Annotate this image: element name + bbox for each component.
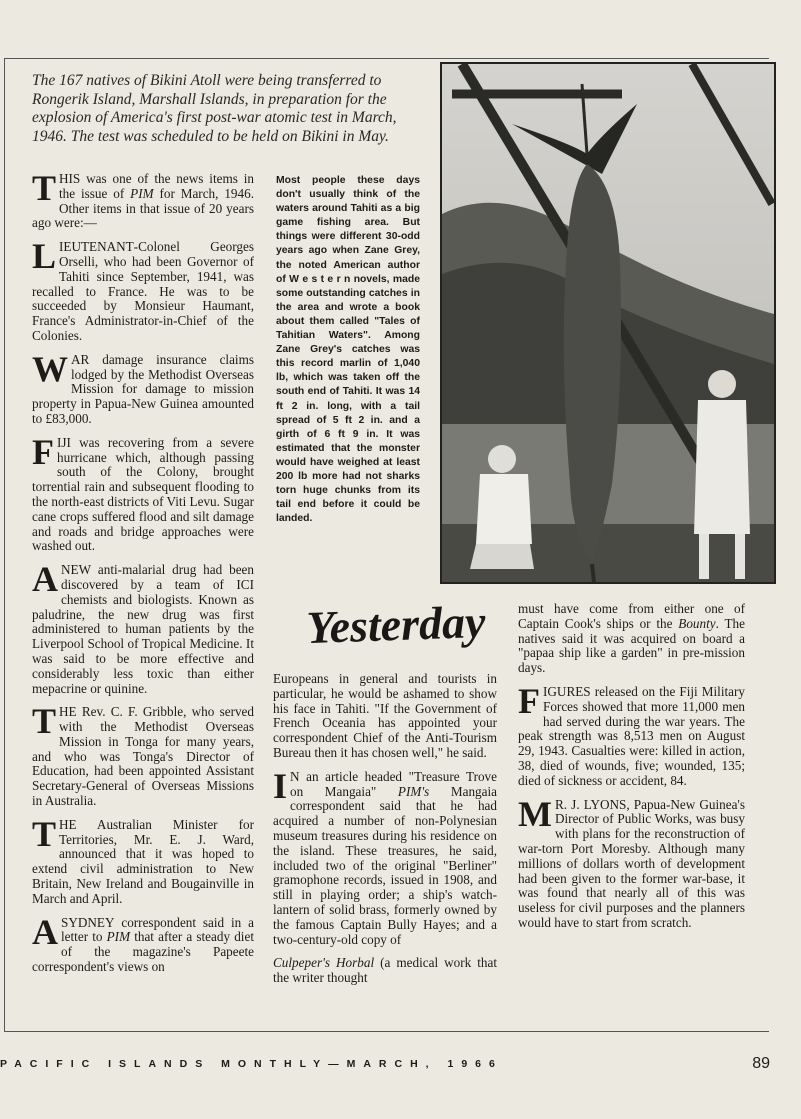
news-paragraph xyxy=(273,956,497,986)
page-footer xyxy=(0,1055,800,1078)
body-text: , Papua-New Guinea's Director of Public Works, was busy with plans for the reconstruction of war-torn Port Moresby. Although many millions of dollars worth of development had been given to the former war-base, it was found that nearly all of this was useless for civil purposes and the planners would have to start from scratch. xyxy=(518,796,745,930)
drop-cap: F xyxy=(32,431,54,472)
news-paragraph xyxy=(273,672,497,761)
news-paragraph xyxy=(273,765,497,948)
italic-text: PIM xyxy=(106,929,131,945)
body-text: an article headed "Treasure Trove on Mangaia" xyxy=(290,768,497,799)
drop-cap: A xyxy=(32,911,58,952)
lead-in: R. J. LYONS xyxy=(554,796,627,812)
marlin-photo-image xyxy=(442,64,774,582)
body-text: Europeans in general and tourists in particular, he would be ashamed to show his face in Tahiti. "If the Government of French Oceania has appointed your correspondent Chief of the Anti-Tourism Bureau then it has chosen well," he said. xyxy=(273,671,497,760)
drop-cap: T xyxy=(32,701,57,742)
marlin-photo xyxy=(440,62,776,584)
italic-text: Bounty xyxy=(678,615,716,631)
photo-caption: Most people these days don't usually think of the waters around Tahiti as a big game fishing area. But things were different 30-odd years ago when Zane Grey, the noted American author of W e s t e r n novels, made some outstanding catches in the area and wrote a book about them called "Tales of Tahitian Waters". Among Zane Grey's catches was this record marlin of 1,040 lb, which was taken off the south end of Tahiti. It was 14 ft 2 in. long, with a tail spread of 5 ft 2 in. and a girth of 6 ft 9 in. It was estimated that the monster would have weighed at least 200 lb more had not sharks torn huge chunks from its tail end before it could be landed. xyxy=(276,175,420,525)
body-text: was recovering from a severe hurricane which, although passing south of the Colony, brought torrential rain and subsequent flooding to the north-east districts of Viti Levu. Sugar cane crops suffered flood and silt damage and roads and bridge approaches were washed out. xyxy=(32,434,255,554)
news-paragraph xyxy=(32,431,255,554)
lead-in: HE xyxy=(59,704,77,720)
intro-text: The 167 natives of Bikini Atoll were being transferred to Rongerik Island, Marshall Islands, in preparation for the explosion of America's first post-war atomic test in March, 1946. The test was scheduled to be held on Bikini in May. xyxy=(32,72,397,145)
drop-cap: L xyxy=(32,236,57,277)
drop-cap: F xyxy=(518,680,540,721)
news-paragraph xyxy=(32,813,254,907)
news-paragraph xyxy=(32,559,254,696)
news-paragraph xyxy=(518,602,745,676)
body-text: damage insurance claims lodged by the Methodist Overseas Mission for damage to mission property in Papua-New Guinea amounted to £83,000. xyxy=(32,351,254,426)
body-text: that after a steady diet of the magazine's Papeete correspondent's views on xyxy=(32,929,254,975)
body-text: (a medical work that the writer thought xyxy=(273,955,497,986)
lead-in: IEUTENANT xyxy=(59,239,134,255)
body-text: -Colonel Georges Orselli, who had been Governor of Tahiti since September, 1941, was recalled to France. He was to be succeeded by Monsieur Haumant, France's Administrator-in-Chief of the Colonies. xyxy=(32,239,254,343)
italic-text: Culpeper's Horbal xyxy=(273,955,375,971)
lead-in: N xyxy=(290,768,300,784)
news-paragraph xyxy=(32,236,254,344)
news-paragraph xyxy=(32,348,254,427)
italic-text: PIM xyxy=(130,185,154,201)
drop-cap: T xyxy=(32,168,57,208)
lead-in: HE xyxy=(59,816,77,832)
lead-in: SYDNEY xyxy=(61,914,115,930)
body-text: Australian Minister for Territories, Mr. E. J. Ward, announced that it was hoped to extend civil administration to New Britain, New Ireland and Bougainville in March and April. xyxy=(32,816,254,906)
body-text: Mangaia correspondent said that he had acquired a number of non-Polynesian museum treasures during his residence on the island. These treasures, he said, included two of the original "Berliner" gramophone records, issued in 1908, and still in playing order; a ship's watch-lantern of solid brass, formerly owned by the famous Captain Bully Hayes; and a two-century-old copy of xyxy=(273,783,497,947)
footer-title: PACIFIC ISLANDS MONTHLY—MARCH, 1966 xyxy=(0,1058,503,1070)
body-text: released on the Fiji Military Forces showed that more 11,000 men had served during the war years. The peak strength was 8,513 men on August 29, 1943. Casualties were: killed in action, 38, died of wounds, five; wounded, 135; died of sickness or accident, 84. xyxy=(518,683,745,788)
column-left xyxy=(32,168,255,984)
headline-text: Yesterday xyxy=(305,596,487,652)
lead-in: IJI xyxy=(57,434,71,450)
body-text: for March, 1946. Other items in that issue of 20 years ago were:— xyxy=(32,185,254,231)
lead-in: NEW xyxy=(61,562,92,578)
column-right xyxy=(518,602,745,940)
body-text: Rev. C. F. Gribble, who served with the Methodist Overseas Mission in Tonga for many years, and who was Tonga's Director of Education, had been appointed Assistant Secretary-General of Overseas Missions in Australia. xyxy=(32,704,254,809)
body-text: . The natives said it was acquired on board a "papaa ship like a garden" in pre-mission days. xyxy=(518,615,745,676)
body-text: must have come from either one of Captain Cook's ships or the xyxy=(518,601,745,631)
news-paragraph xyxy=(518,680,745,789)
news-paragraph xyxy=(32,701,254,809)
drop-cap: T xyxy=(32,813,57,854)
news-paragraph xyxy=(32,911,254,975)
news-paragraph xyxy=(518,793,745,931)
lead-in: IGURES xyxy=(543,683,591,699)
drop-cap: M xyxy=(518,793,552,834)
body-text: was one of the news items in the issue of xyxy=(59,171,254,201)
page-number: 89 xyxy=(752,1055,770,1072)
drop-cap: W xyxy=(32,348,68,389)
italic-text: PIM's xyxy=(397,783,430,799)
lead-in: AR xyxy=(71,351,90,367)
headline xyxy=(296,596,496,652)
body-text: anti-malarial drug had been discovered by a team of ICI chemists and biologists. Known as paludrine, the new drug was first administered to human patients by the Liverpool School of Tropical Medicine. It was said to be more effective and considerably less toxic than either mepacrine or quinine. xyxy=(32,562,254,696)
news-paragraph xyxy=(32,168,254,231)
column-middle xyxy=(273,672,497,995)
body-text: correspondent said in a letter to xyxy=(61,914,254,945)
drop-cap: A xyxy=(32,559,58,600)
drop-cap: I xyxy=(273,765,288,806)
lead-in: HIS xyxy=(59,171,81,186)
